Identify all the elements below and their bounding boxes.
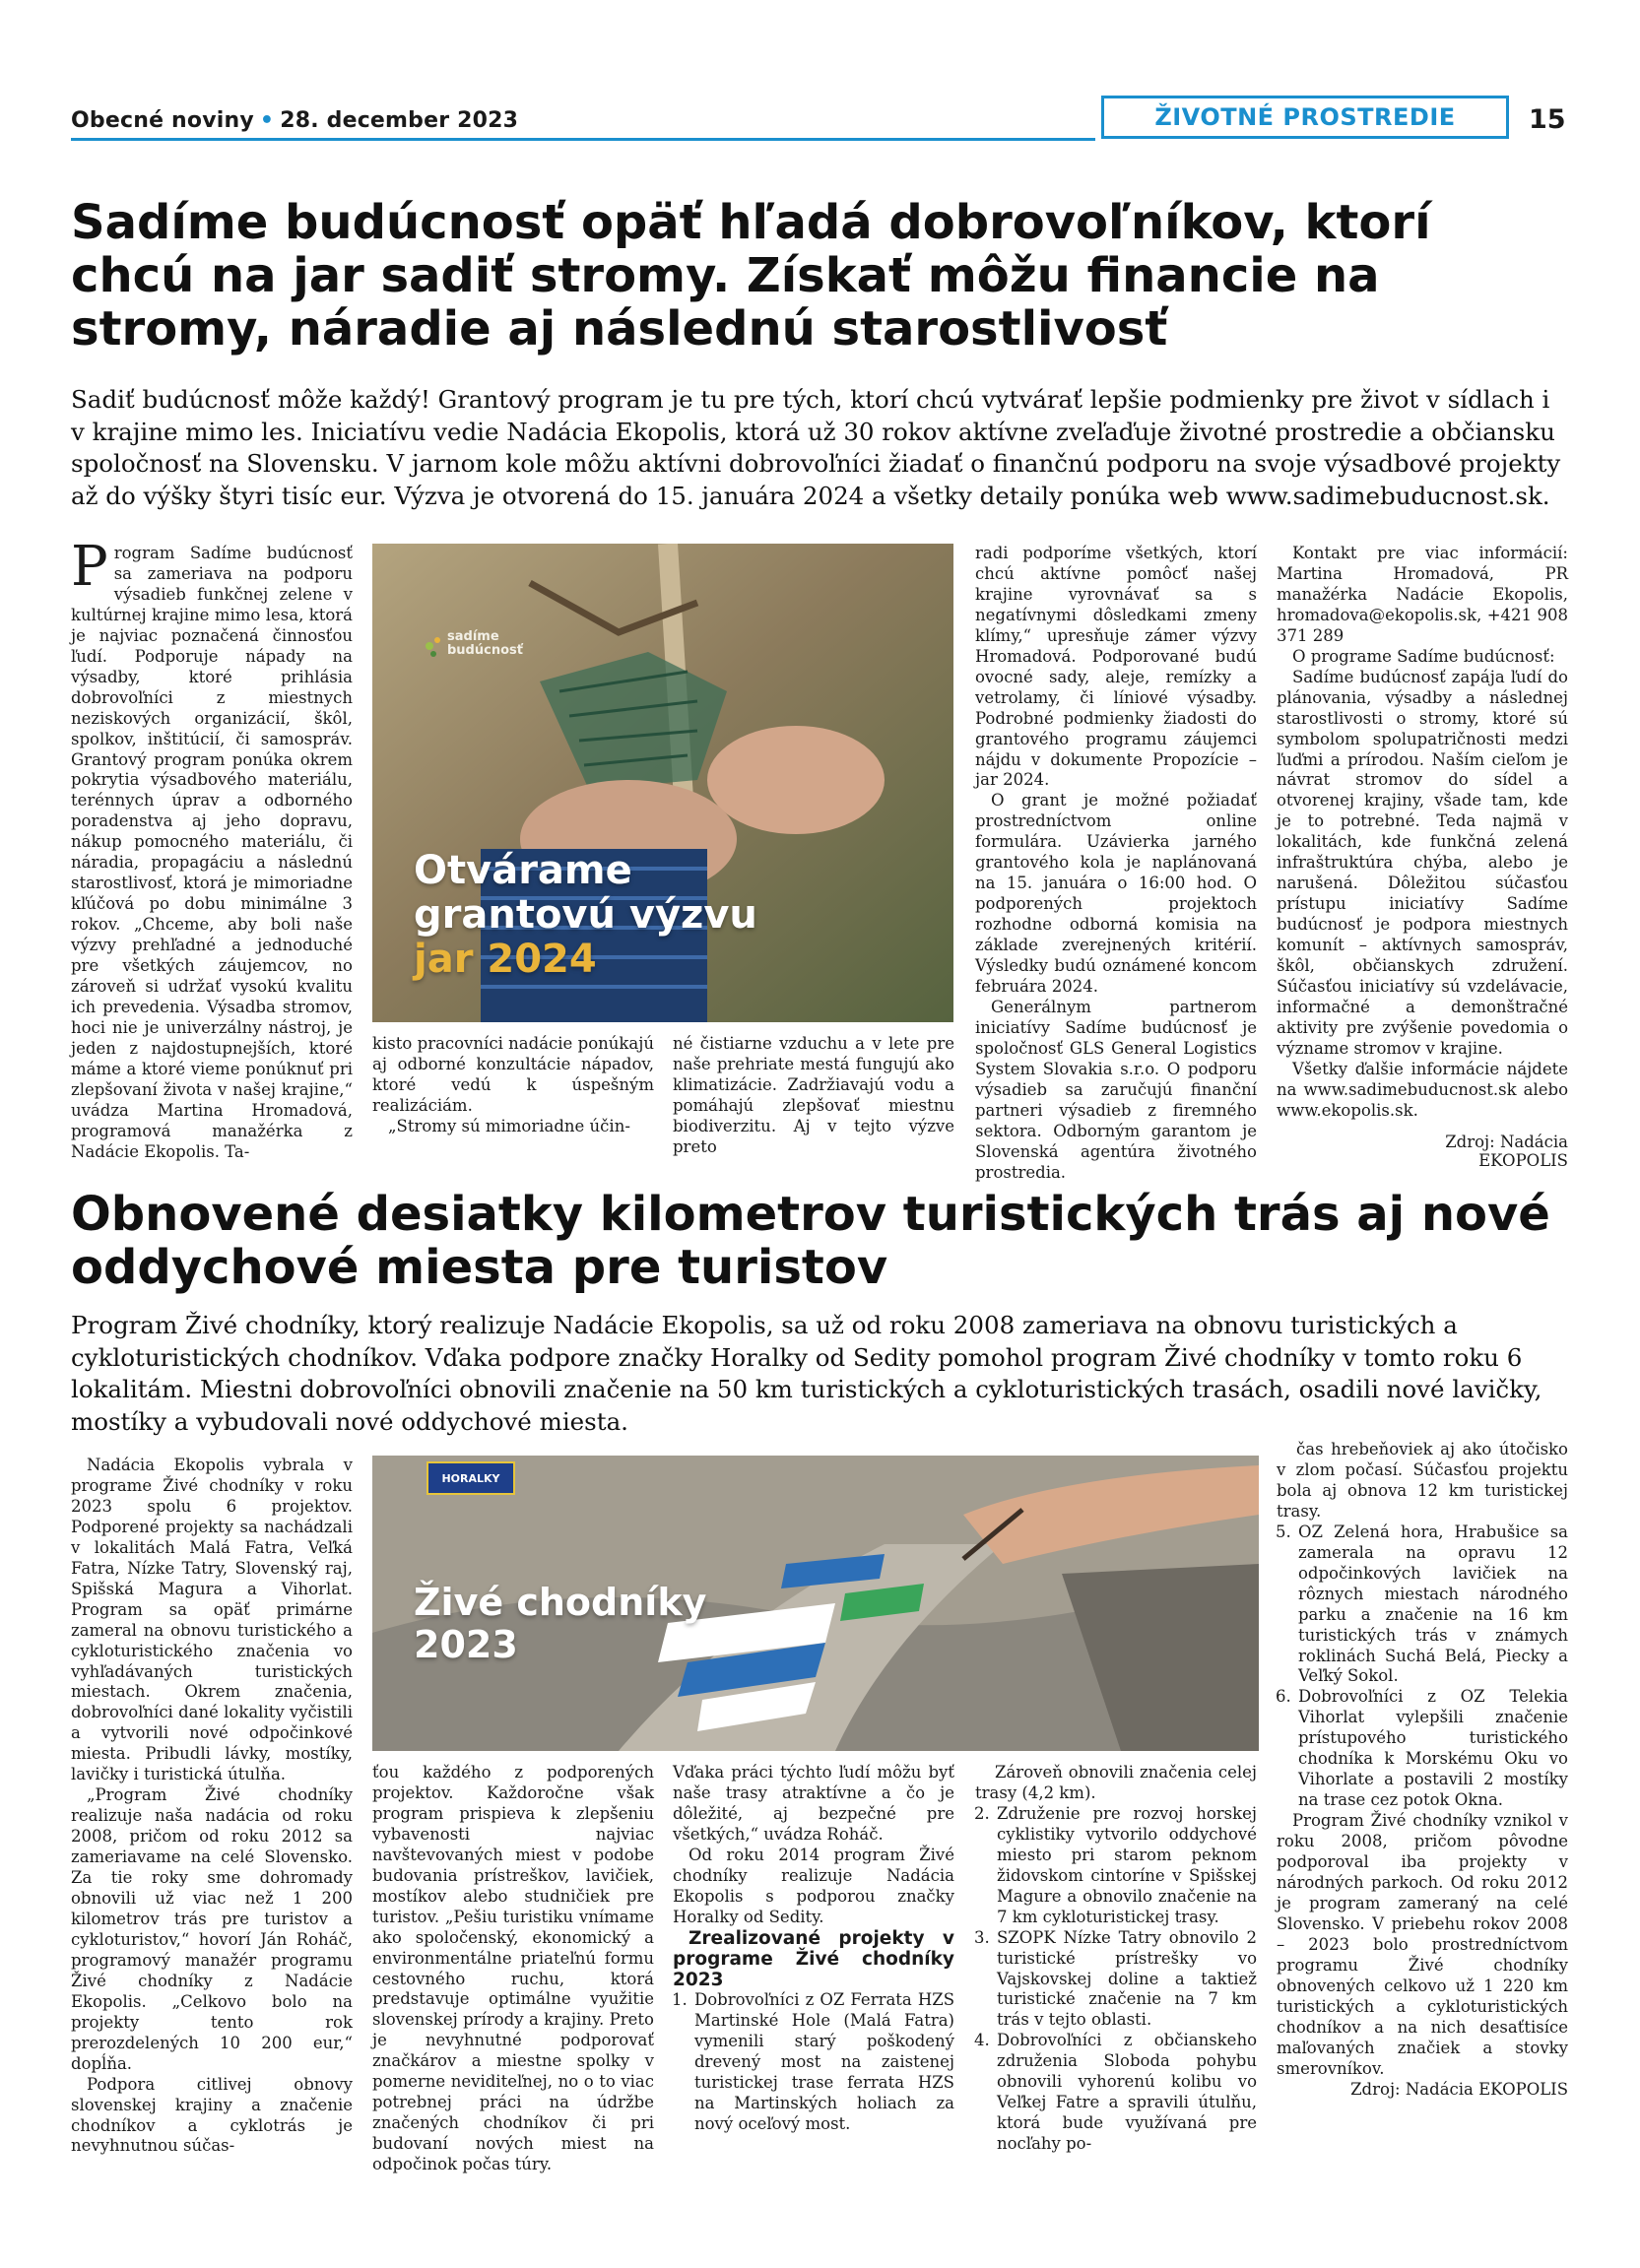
article1-col4-p2: O grant je možné požiadať prostredníctvom online formulára. Uzávierka jarného grantového kola je naplánovaná na 15. januára o 16:00 hod. O podporených projektoch rozhodne odborná komisia na základe zverejnených kritérií. Výsledky budú oznámené koncom februára 2024.: [975, 791, 1257, 997]
issue-date: 28. december 2023: [280, 108, 519, 133]
projects-subheading: Zrealizované projekty v programe Živé chodníky 2023: [673, 1927, 954, 1991]
article2-column-3: [673, 1763, 954, 2135]
photo1-caption-line-1: Otvárame: [414, 848, 632, 893]
photo1-caption: [414, 849, 757, 981]
logo-text: [447, 630, 523, 657]
project-item-2: 2. Združenie pre rozvoj horskej cyklistiky vytvorilo oddychové miesto pri starom peknom židovskom cintoríne v Spišskej Magure a obnovilo značenie na 7 km cykloturistickej trasy.: [995, 1804, 1257, 1928]
photo2-caption: [414, 1582, 706, 1665]
article2-col4-p1: Zároveň obnovili značenia celej trasy (4,2 km).: [975, 1763, 1257, 1802]
article2-col3-p2: Od roku 2014 program Živé chodníky realizuje Nadácia Ekopolis s podporou značky Horalky od Sedity.: [673, 1845, 954, 1926]
projects-list-start: [673, 1990, 954, 2135]
article1-col5-p1: Kontakt pre viac informácií: Martina Hromadová, PR manažérka Nadácie Ekopolis, hromadova@ekopolis.sk, +421 908 371 289: [1277, 544, 1568, 645]
project-item-6: 6. Dobrovoľníci z OZ Telekia Vihorlat vylepšili značenie prístupového turistického chodníka k Morskému Oku vo Vihorlate a postavili 2 mostíky na trase cez potok Okna.: [1296, 1687, 1568, 1811]
logo-line-2: budúcnosť: [447, 642, 523, 658]
article2-photo: [372, 1456, 1259, 1751]
article1-column-5: [1277, 544, 1568, 1122]
article1-column-4: [975, 544, 1257, 1184]
article1-column-3: [673, 1034, 954, 1158]
article2-column-1: [71, 1456, 353, 2157]
article1-col1-text: rogram Sadíme budúcnosť sa zameriava na podporu výsadieb funkčnej zelene v kultúrnej krajine mimo lesa, ktorá je najviac poznačená činnosťou ľudí. Podporuje nápady na výsadby, ktoré prihlásia dobrovoľníci z miestnych neziskových organizácií, škôl, spolkov, inštitúcií, či samospráv. Grantový program ponúka okrem pokrytia výsadbového materiálu, terénnych úprav a odborného poradenstva aj jeho dopravu, nákup pomocného materiálu, či náradia, propagáciu a následnú starostlivosť, ktorá je mimoriadne kľúčová po dobu minimálne 3 rokov. „Chceme, aby boli naše výzvy prehľadné a jednoduché pre všetkých záujemcov, no zároveň si udržať vysokú kvalitu ich prevedenia. Výsadba stromov, hoci nie je univerzálny nástroj, je jeden z najdostupnejších, ktoré máme a ktoré vieme ponúknuť pri zlepšovaní života v našej krajine,“ uvádza Martina Hromadová, programová manažérka z Nadácie Ekopolis. Ta-: [71, 544, 353, 1161]
article1-column-1: [71, 535, 353, 1163]
running-header: [71, 108, 518, 133]
article2-col1-p1: Nadácia Ekopolis vybrala v programe Živé chodníky v roku 2023 spolu 6 projektov. Podporené projekty sa nachádzali v lokalitách Malá Fatra, Veľká Fatra, Nízke Tatry, Slovenský raj, Spišská Magura a Vihorlat. Program sa opäť primárne zameral na obnovu turistického a cykloturistického značenia vo vyhľadávaných turistických miestach. Okrem značenia, dobrovoľníci dané lokality vyčistili a vytvorili nové odpočinkové miesta. Pribudli lávky, mostíky, lavičky i turistická útulňa.: [71, 1456, 354, 1784]
horalky-logo: HORALKY: [426, 1461, 515, 1495]
drop-cap: P: [71, 535, 108, 599]
article1-col3-p1: né čistiarne vzduchu a v lete pre naše prehriate mestá fungujú ako klimatizácie. Zadržiavajú vodu a pomáhajú zlepšovať miestnu biodiverzitu. Aj v tejto výzve preto: [673, 1034, 954, 1156]
photo2-caption-line-1: Živé chodníky: [414, 1581, 707, 1624]
page-number: 15: [1529, 104, 1566, 135]
article1-photo: [372, 544, 953, 1022]
article1-lead: Sadiť budúcnosť môže každý! Grantový program je tu pre tých, ktorí chcú vytvárať lepšie podmienky pre život v sídlach i v krajine mimo les. Iniciatívu vedie Nadácia Ekopolis, ktorá už 30 rokov aktívne zveľaďuje životné prostredie a občiansku spoločnosť na Slovensku. V jarnom kole môžu aktívni dobrovoľníci žiadať o finančnú podporu na svoje výsadbové projekty až do výšky štyri tisíc eur. Výzva je otvorená do 15. januára 2024 a všetky detaily ponúka web www.sadimebuducnost.sk.: [71, 385, 1561, 510]
header-separator: •: [259, 108, 275, 133]
article2-col5-p1: čas hrebeňoviek aj ako útočisko v zlom počasí. Súčasťou projektu bola aj obnova 12 km turistickej trasy.: [1277, 1440, 1568, 1521]
photo1-caption-line-2: grantovú výzvu: [414, 891, 757, 938]
article1-col5-p3: Sadíme budúcnosť zapája ľudí do plánovania, výsadby a následnej starostlivosti o stromy, ktoré sú symbolom spolupatričnosti medzi ľuďmi a prírodou. Naším cieľom je návrat stromov do sídel a otvorenej krajiny, všade tam, kde je to potrebné. Teda najmä v lokalitách, kde funkčná zelená infraštruktúra chýba, alebo je narušená. Dôležitou súčasťou prístupu iniciatívy Sadíme budúcnosť je podpora miestnych komunít – aktívnych samospráv, škôl, občianskych združení. Súčasťou iniciatívy sú vzdelávacie, informačné a demonštračné aktivity pre zvýšenie povedomia o význame stromov v krajine.: [1277, 667, 1568, 1058]
article1-col4-p3: Generálnym partnerom iniciatívy Sadíme budúcnosť je spoločnosť GLS General Logistics System Slovakia s.r.o. O podporu výsadieb sa zaručujú finanční partneri výsadieb z firemného sektora. Odborným garantom je Slovenská agentúra životného prostredia.: [975, 997, 1257, 1182]
section-label: ŽIVOTNÉ PROSTREDIE: [1101, 96, 1509, 139]
article1-col5-p2: O programe Sadíme budúcnosť:: [1292, 646, 1555, 666]
article1-col4-p1: radi podporíme všetkých, ktorí chcú aktívne pomôcť našej krajine vyrovnávať sa s negatívnymi dôsledkami zmeny klímy,“ upresňuje zámer výzvy Hromadová. Podporované budú ovocné sady, aleje, remízky a vetrolamy, či líniové výsadby. Podrobné podmienky žiadosti do grantového programu záujemci nájdu v dokumente Propozície – jar 2024.: [975, 544, 1257, 790]
article2-column-2: [372, 1763, 654, 2175]
article2-col2-p1: ťou každého z podporených projektov. Každoročne však program prispieva k zlepšeniu vybavenosti najviac navštevovaných miest v podobe budovania prístreškov, lavičiek, mostíkov alebo studničiek pre turistov. „Pešiu turistiku vnímame ako spoločenský, ekonomický a environmentálne priateľnú formu cestovného ruchu, ktorá predstavuje optimálne využitie slovenskej prírody a krajiny. Preto je nevyhnutné podporovať značkárov a miestne spolky v pomerne neviditeľnej, no o to viac potrebnej práci na údržbe značených chodníkov či pri budovaní nových miest na odpočinok počas túry.: [372, 1763, 654, 2174]
project-item-1: 1. Dobrovoľníci z OZ Ferrata HZS Martinské Hole (Malá Fatra) vymenili starý poškodený drevený most na zaistenej turistickej trase ferrata HZS na Martinských holiach za nový oceľový most.: [692, 1990, 954, 2135]
article1-headline: Sadíme budúcnosť opäť hľadá dobrovoľníkov, ktorí chcú na jar sadiť stromy. Získať môžu financie na stromy, náradie aj následnú starostlivosť: [71, 195, 1431, 356]
article1-col2-p2: „Stromy sú mimoriadne účin-: [388, 1116, 630, 1135]
article1-source: Zdroj: Nadácia EKOPOLIS: [1445, 1133, 1568, 1170]
article2-lead: Program Živé chodníky, ktorý realizuje Nadácie Ekopolis, sa už od roku 2008 zameriava na obnovu turistických a cykloturistických chodníkov. Vďaka podpore značky Horalky od Sedity pomohol program Živé chodníky v tomto roku 6 lokalitám. Miestni dobrovoľníci obnovili značenie na 50 km turistických a cykloturistických trasách, osadili nové lavičky, mostíky a vybudovali nové oddychové miesta.: [71, 1311, 1542, 1436]
header-rule: [71, 138, 1095, 141]
project-item-4: 4. Dobrovoľníci z občianskeho združenia Sloboda pohybu obnovili vyhorenú kolibu vo Veľkej Fatre a spravili útulňu, ktorá bude využívaná pre nocľahy po-: [995, 2031, 1257, 2155]
article2-col3-p1: Vďaka práci týchto ľudí môžu byť naše trasy atraktívne a čo je dôležité, aj bezpečné pre všetkých,“ uvádza Roháč.: [673, 1763, 954, 1844]
article1-col5-p4: Všetky ďalšie informácie nájdete na www.sadimebuducnost.sk alebo www.ekopolis.sk.: [1277, 1059, 1568, 1120]
article2-column-4: [975, 1763, 1257, 2155]
article2-col5-p2: Program Živé chodníky vznikol v roku 2008, pričom pôvodne podporoval iba projekty v národných parkoch. Od roku 2012 je program zameraný na celé Slovensko. V priebehu rokov 2008 – 2023 bolo prostredníctvom programu Živé chodníky obnovených celkovo už 1 220 km turistických a cykloturistických chodníkov a na nich desaťtisíce maľovaných značiek a stovky smerovníkov.: [1277, 1811, 1568, 2078]
article2-column-5: [1277, 1440, 1568, 2101]
article1-column-2: [372, 1034, 654, 1137]
photo1-caption-line-3: jar 2024: [414, 936, 597, 982]
article2-col1-p2: „Program Živé chodníky realizuje naša nadácia od roku 2008, pričom od roku 2012 sa zameriavame na celé Slovensko. Za tie roky sme dohromady obnovili už viac než 1 200 kilometrov trás pre turistov a cykloturistov,“ hovorí Ján Roháč, programový manažér programu Živé chodníky z Nadácie Ekopolis. „Celkovo bolo na projekty tento rok prerozdelených 10 200 eur,“ dopĺňa.: [71, 1785, 353, 2073]
article2-headline: Obnovené desiatky kilometrov turistických trás aj nové oddychové miesta pre turistov: [71, 1187, 1550, 1295]
logo-line-1: sadíme: [447, 629, 499, 644]
article2-source: Zdroj: Nadácia EKOPOLIS: [1350, 2079, 1568, 2099]
project-item-5: 5. OZ Zelená hora, Hrabušice sa zamerala na opravu 12 odpočinkových lavičiek na rôznych miestach národného parku a značenie na 16 km turistických trás v známych roklinách Suchá Belá, Piecky a Veľký Sokol.: [1296, 1523, 1568, 1688]
article1-col2-p1: kisto pracovníci nadácie ponúkajú aj odborné konzultácie nápadov, ktoré vedú k úspešným realizáciám.: [372, 1034, 654, 1115]
newspaper-name: Obecné noviny: [71, 108, 254, 133]
projects-list-end: [1277, 1523, 1568, 1811]
project-item-3: 3. SZOPK Nízke Tatry obnovilo 2 turistické prístrešky vo Vajskovskej doline a taktiež turistické značenie na 7 km trás v tejto oblasti.: [995, 1928, 1257, 2032]
projects-list-continued: [975, 1804, 1257, 2155]
photo2-caption-line-2: 2023: [414, 1622, 518, 1666]
article2-col1-p3: Podpora citlivej obnovy slovenskej krajiny a značenie chodníkov a cyklotrás je nevyhnutnou súčas-: [71, 2074, 353, 2156]
